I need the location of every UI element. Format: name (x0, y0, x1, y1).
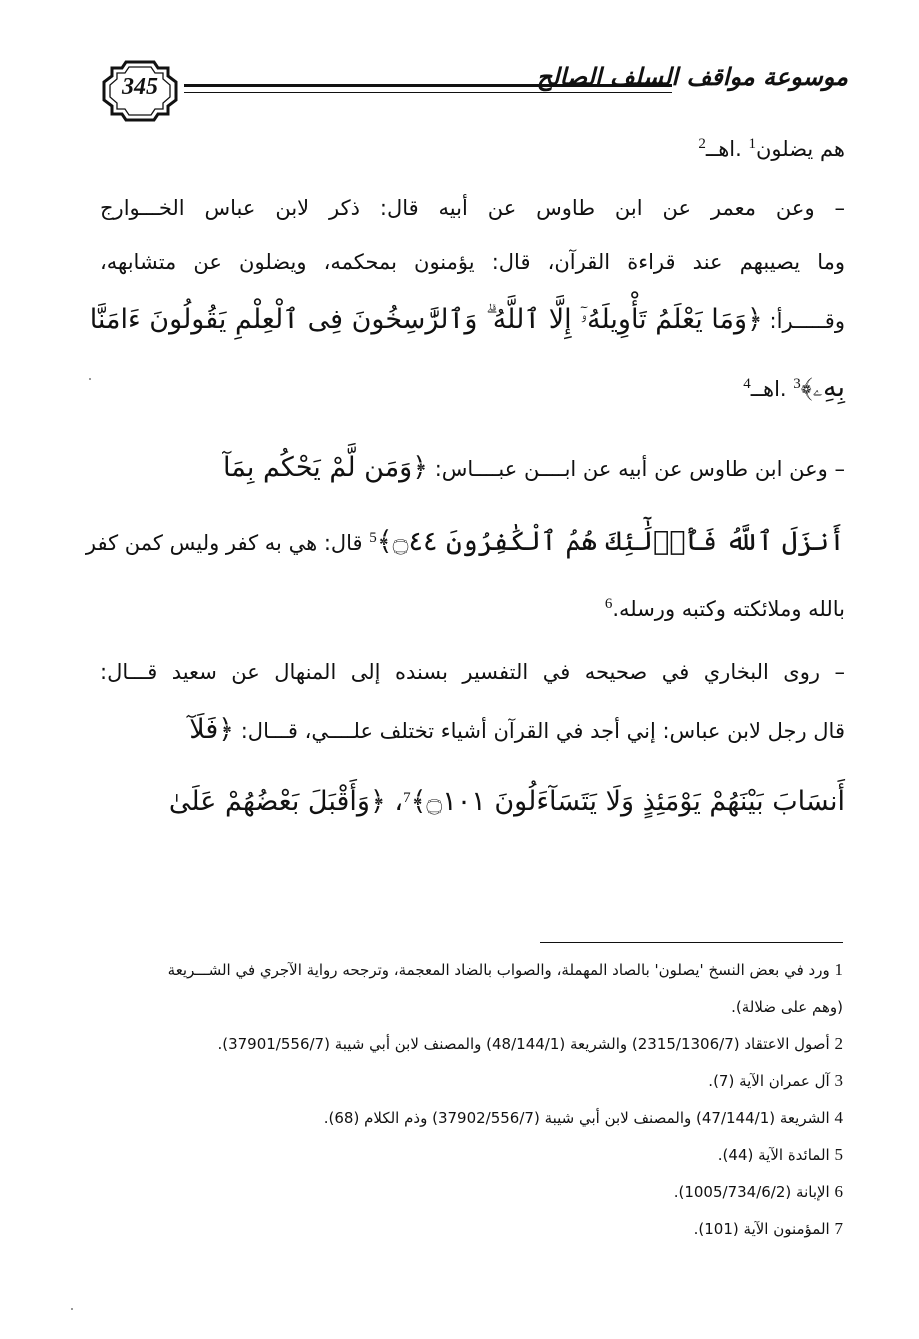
text-line-1 (100, 136, 845, 161)
footnote-text: المؤمنون الآية (101). (693, 1220, 830, 1238)
footnote-number: 6 (834, 1182, 843, 1201)
quran-verse: ﴿وَمَا يَعْلَمُ تَأْوِيلَهُۥٓ إِلَّا ٱللَّهُ ۗ وَٱلرَّٰسِخُونَ فِى ٱلْعِلْمِ يَقُولُونَ ءَامَنَّا (89, 304, 763, 335)
footnote-rule (540, 942, 843, 943)
text-fragment: .اهــ (750, 377, 787, 401)
footnote-mark-3: 3 (793, 376, 801, 392)
footnote-7 (98, 1219, 843, 1239)
footnote-number: 3 (834, 1071, 843, 1090)
footnote-number: 7 (834, 1219, 843, 1238)
book-title: موسوعة مواقف السلف الصالح (536, 62, 848, 91)
footnote-mark-6: 6 (604, 596, 613, 612)
quran-verse: ، ﴿وَأَقْبَلَ بَعْضُهُمْ عَلَىٰ (168, 786, 404, 817)
text-line-2: – وعن معمر عن ابن طاوس عن أبيه قال: ذكر لابن عباس الخـــوارج (100, 196, 845, 220)
text-fragment: – وعن ابن طاوس عن أبيه عن ابــــن عبــــاس: (434, 457, 845, 481)
footnote-number: 5 (834, 1145, 843, 1164)
footnote-number: 4 (834, 1108, 843, 1127)
quran-verse-end: بِهِۦ﴾ (800, 372, 845, 403)
footnote-text: الإبانة (1005/734/6/2). (673, 1183, 830, 1201)
footnote-text: أصول الاعتقاد (2315/1306/7) والشريعة (48/144/1) والمصنف لابن أبي شيبة (37901/556/7). (217, 1035, 830, 1053)
text-fragment: بالله وملائكته وكتبه ورسله. (612, 597, 845, 621)
text-fragment: .اهــ (705, 137, 742, 161)
footnote-number: 1 (834, 960, 843, 979)
page-number: 345 (122, 74, 158, 100)
footnote-5 (98, 1145, 843, 1165)
scan-speck (89, 378, 91, 380)
page-number-badge (100, 58, 180, 124)
text-line-11 (100, 786, 845, 817)
quran-verse: أَنسَابَ بَيْنَهُمْ يَوْمَئِذٍ وَلَا يَتَسَآءَلُونَ ۝١٠١﴾ (410, 786, 845, 817)
text-fragment: وقـــــرأ: (769, 309, 845, 333)
footnote-3 (98, 1071, 843, 1091)
footnote-mark-5: 5 (369, 530, 377, 546)
quran-verse: ﴿وَمَن لَّمْ يَحْكُم بِمَآ (223, 452, 429, 483)
text-line-7 (85, 526, 845, 557)
footnote-text: (وهم على ضلالة). (731, 998, 843, 1016)
footnote-text: الشريعة (47/144/1) والمصنف لابن أبي شيبة (37902/556/7) وذم الكلام (68). (323, 1109, 830, 1127)
text-fragment: هم يضلون (755, 137, 845, 161)
text-line-3: وما يصيبهم عند قراءة القرآن، قال: يؤمنون بمحكمه، ويضلون عن متشابهه، (100, 250, 845, 274)
text-line-9: – روى البخاري في صحيحه في التفسير بسنده إلى المنهال عن سعيد قـــال: (100, 660, 845, 684)
page-header (100, 58, 848, 128)
scan-speck (71, 1308, 73, 1310)
text-line-6 (100, 452, 845, 483)
quran-verse: ﴿فَلَآ (189, 714, 235, 745)
footnote-number: 2 (834, 1034, 843, 1053)
footnote-mark-1: 1 (748, 136, 756, 152)
footnote-1-cont (98, 998, 843, 1016)
footnote-4 (98, 1108, 843, 1128)
text-line-4 (89, 304, 845, 336)
text-line-5 (100, 372, 845, 404)
footnote-mark-7: 7 (403, 790, 411, 806)
footnote-text: المائدة الآية (44). (717, 1146, 830, 1164)
text-fragment: قال: هي به كفر وليس كمن كفر (85, 531, 363, 555)
footnote-2 (98, 1034, 843, 1054)
footnote-mark-2: 2 (698, 136, 706, 152)
footnote-1 (98, 960, 843, 980)
footnote-text: آل عمران الآية (7). (708, 1072, 830, 1090)
footnote-mark-4: 4 (743, 376, 751, 392)
text-line-8 (100, 596, 845, 621)
header-rule-thin (184, 92, 672, 93)
quran-verse: أَنزَلَ ٱللَّهُ فَأُو۟لَٰٓئِكَ هُمُ ٱلْكَٰفِرُونَ ۝٤٤﴾ (376, 526, 845, 557)
text-line-10 (100, 714, 845, 745)
text-fragment: قال رجل لابن عباس: إني أجد في القرآن أشياء تختلف علــــي، قـــال: (240, 719, 845, 743)
footnote-text: ورد في بعض النسخ 'يصلون' بالصاد المهملة، والصواب بالضاد المعجمة، وترجحه رواية الآجري في الشـــريعة (167, 961, 830, 979)
footnote-6 (98, 1182, 843, 1202)
